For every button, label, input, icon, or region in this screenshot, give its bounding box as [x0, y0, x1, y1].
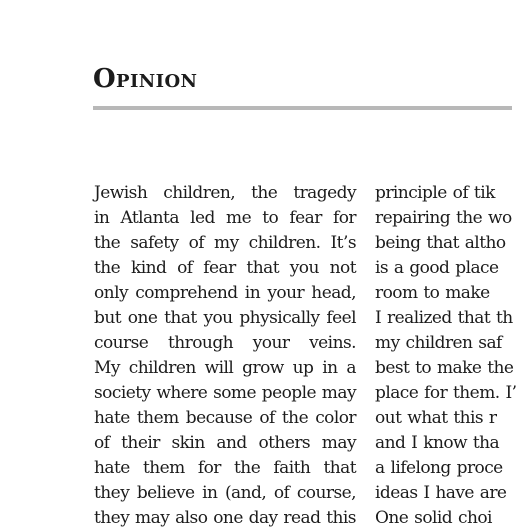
text-line: course through your veins. — [94, 333, 356, 353]
text-line: is a good place — [375, 258, 499, 278]
text-line: best to make the — [375, 358, 514, 378]
text-line: One solid choi — [375, 508, 492, 528]
text-line: ideas I have are — [375, 483, 507, 503]
text-line: the kind of fear that you not — [94, 258, 356, 278]
text-line: they believe in (and, of course, — [94, 483, 356, 503]
title-divider — [93, 106, 512, 110]
text-line: only comprehend in your head, — [94, 283, 356, 303]
text-line: hate them because of the color — [94, 408, 356, 428]
text-line: a lifelong proce — [375, 458, 503, 478]
text-line: room to make — [375, 283, 490, 303]
section-title: Opinion — [93, 64, 198, 94]
text-line: my children saf — [375, 333, 502, 353]
text-line: place for them. I’ — [375, 383, 517, 403]
text-line: repairing the wo — [375, 208, 512, 228]
text-line: hate them for the faith that — [94, 458, 356, 478]
text-line: out what this r — [375, 408, 497, 428]
text-line: principle of tik — [375, 183, 495, 203]
text-line: Jewish children, the tragedy — [94, 183, 356, 203]
text-line: of their skin and others may — [94, 433, 356, 453]
text-column-right — [375, 181, 517, 528]
text-line: but one that you physically feel — [94, 308, 356, 328]
text-line: being that altho — [375, 233, 506, 253]
text-line: the safety of my children. It’s — [94, 233, 356, 253]
text-line: My children will grow up in a — [94, 358, 356, 378]
text-column-left — [94, 181, 356, 528]
text-line: I realized that th — [375, 308, 513, 328]
text-line: and I know tha — [375, 433, 500, 453]
text-line: they may also one day read this — [94, 508, 356, 528]
text-line: in Atlanta led me to fear for — [94, 208, 356, 228]
text-line: society where some people may — [94, 383, 356, 403]
